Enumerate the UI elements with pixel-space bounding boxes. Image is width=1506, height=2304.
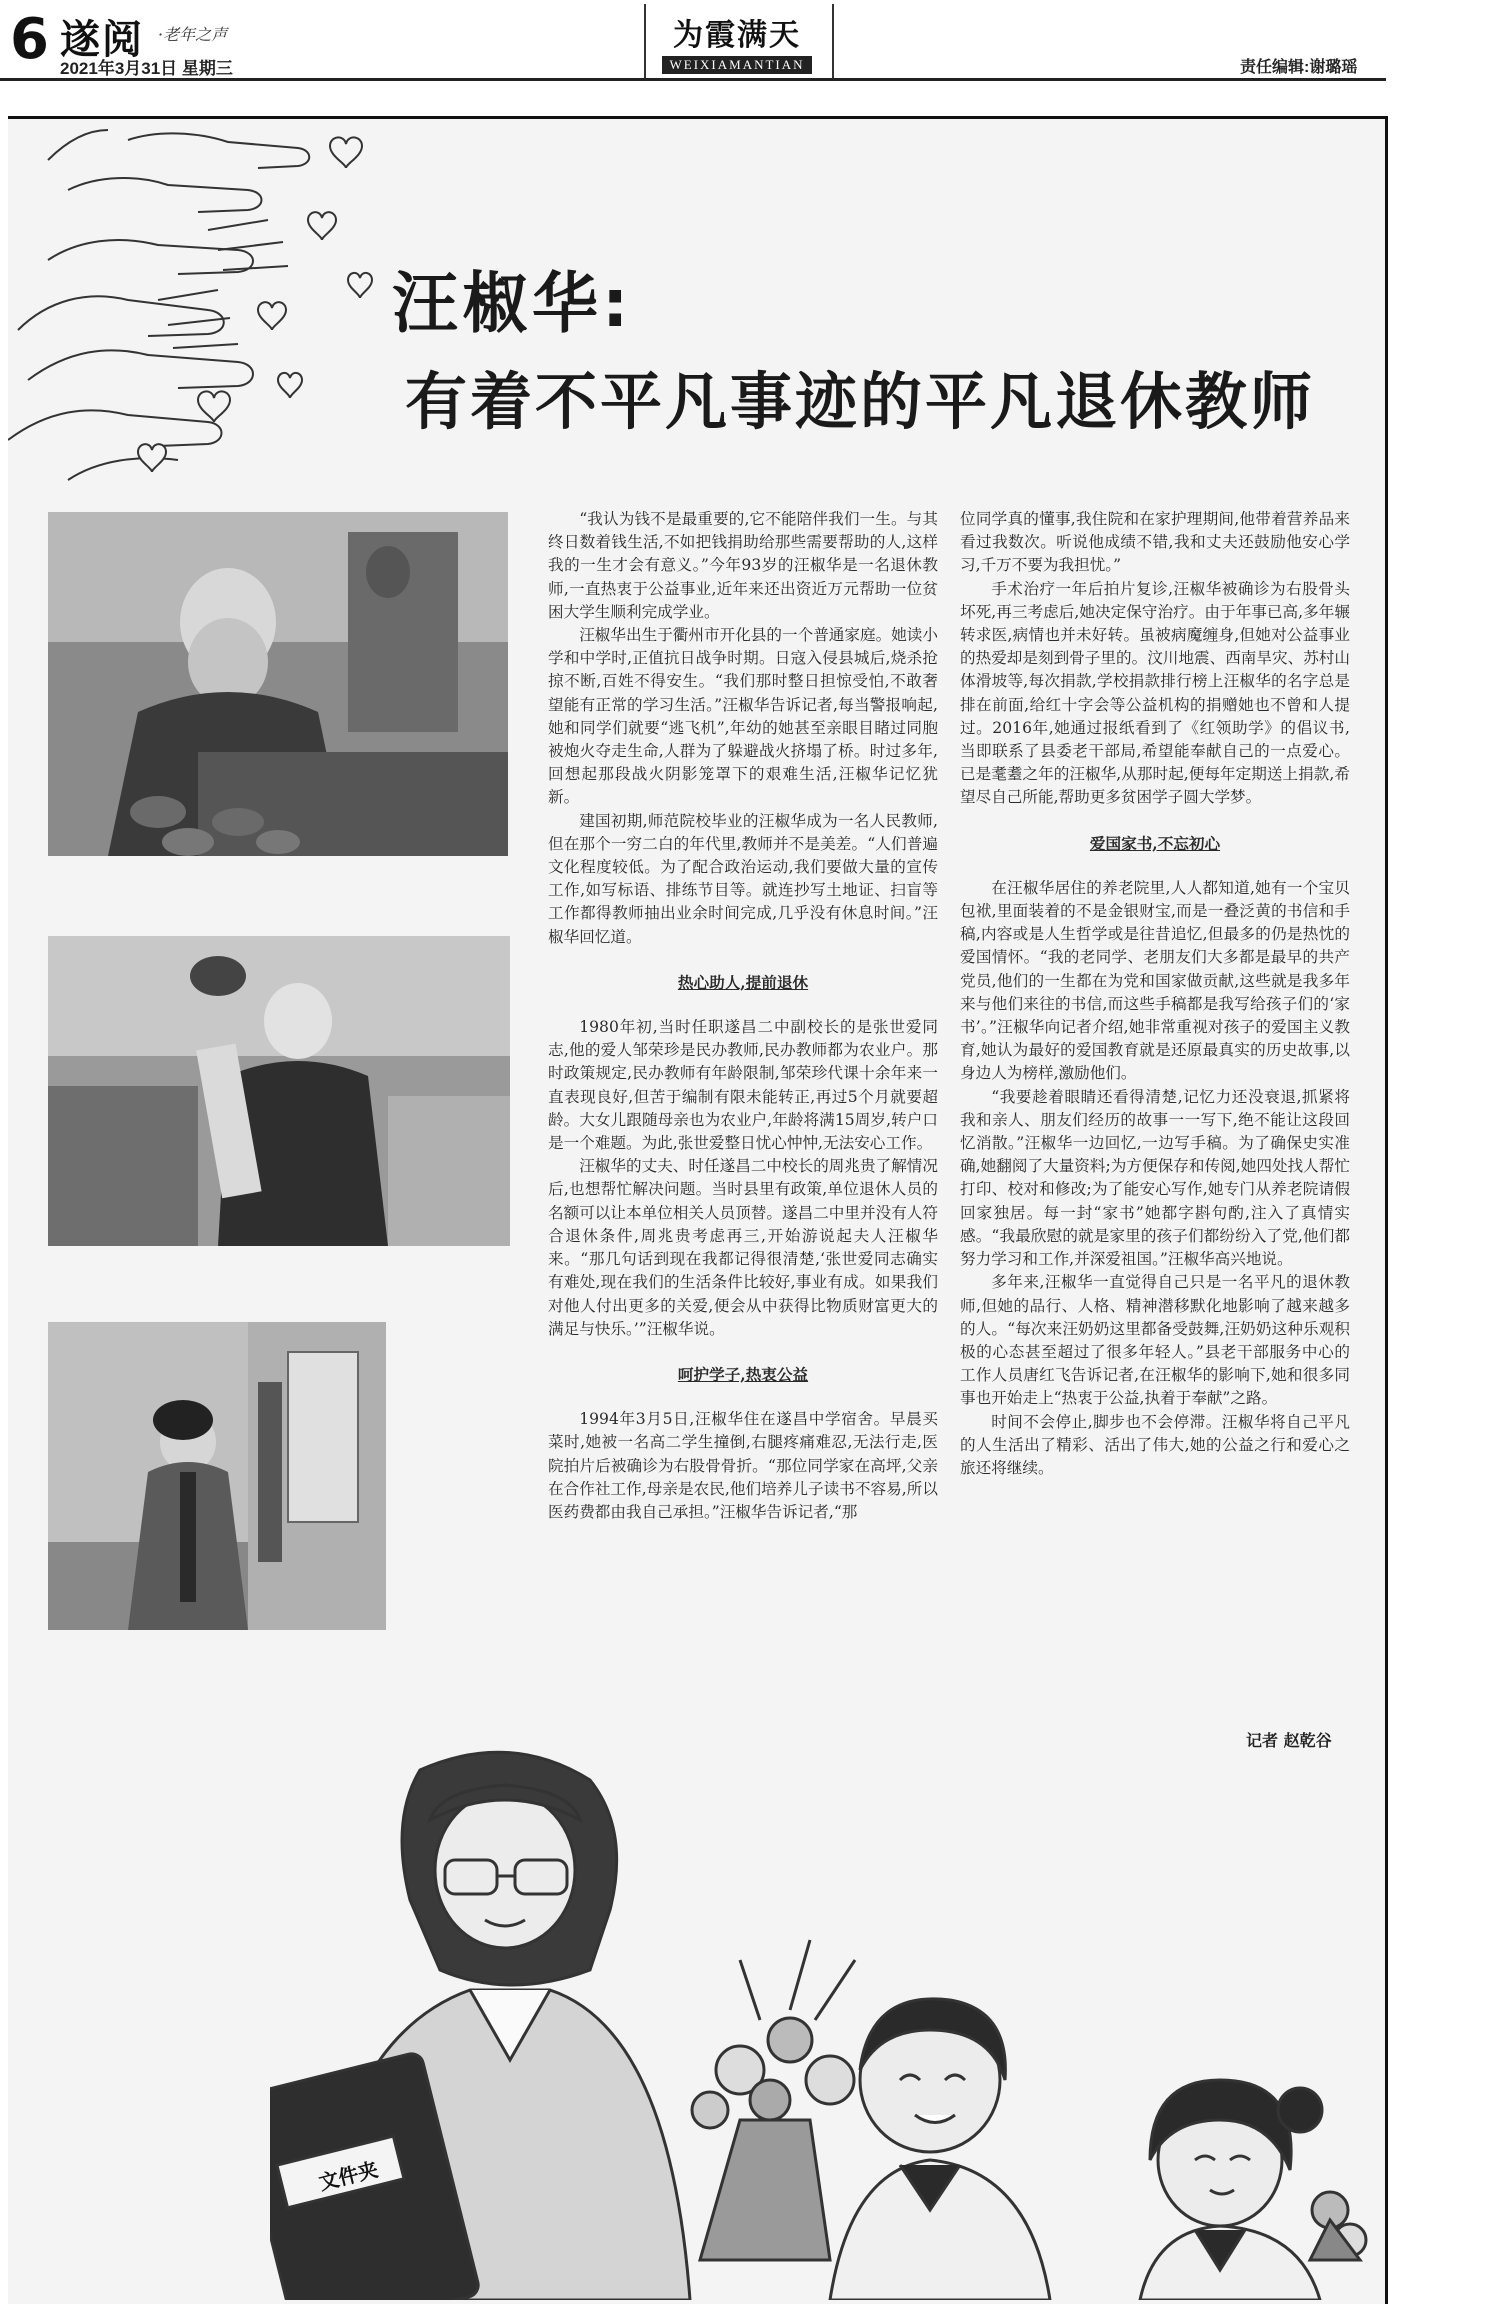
article-paragraph: 汪椒华的丈夫、时任遂昌二中校长的周兆贵了解情况后,也想帮忙解决问题。当时县里有政策,单位退休人员的名额可以让本单位相关人员顶替。遂昌二中里并没有人符合退休条件,周兆贵考虑再三,开始游说起夫人汪椒华来。“那几句话到现在我都记得很清楚,‘张世爱同志确实有难处,现在我们的生活条件比较好,事业有成。如果我们对他人付出更多的关爱,便会从中获得比物质财富更大的满足与快乐。’”汪椒华说。 [548, 1157, 938, 1338]
teacher-students-illustration [270, 1740, 1380, 2300]
headline-main: 有着不平凡事迹的平凡退休教师 [405, 365, 1316, 438]
article-paragraph: 1980年初,当时任职遂昌二中副校长的是张世爱同志,他的爱人邹荣珍是民办教师,民办教师都为农业户。那时政策规定,民办教师有年龄限制,邹荣珍代课十余年来一直表现良好,但苦于编制有限未能转正,再过5个月就要超龄。大女儿跟随母亲也为农业户,年龄将满15周岁,转户口是一个难题。为此,张世爱整日忧心忡忡,无法安心工作。 [548, 1018, 938, 1153]
article-paragraph: “我认为钱不是最重要的,它不能陪伴我们一生。与其终日数着钱生活,不如把钱捐助给那些需要帮助的人,这样我的一生才会有意义。”今年93岁的汪椒华是一名退休教师,一直热衷于公益事业,近年来还出资近万元帮助一位贫困大学生顺利完成学业。 [548, 510, 938, 621]
headline-name: 汪椒华: [392, 265, 633, 342]
paper-name: 遂阅 [60, 16, 144, 63]
article-paragraph: 建国初期,师范院校毕业的汪椒华成为一名人民教师,但在那个一穷二白的年代里,教师并不是美差。“人们普遍文化程度较低。为了配合政治运动,我们要做大量的宣传工作,如写标语、排练节目等。就连抄写土地证、扫盲等工作都得教师抽出业余时间完成,几乎没有休息时间。”汪椒华回忆道。 [548, 811, 938, 946]
article-paragraph: 时间不会停止,脚步也不会停滞。汪椒华将自己平凡的人生活出了精彩、活出了伟大,她的公益之行和爱心之旅还将继续。 [960, 1412, 1350, 1477]
header-rule [0, 78, 1386, 81]
section-title: 为霞满天 [673, 18, 801, 53]
hands-hearts-decoration [8, 100, 388, 500]
article-column-2 [960, 508, 1350, 1480]
article-paragraph: “我要趁着眼睛还看得清楚,记忆力还没衰退,抓紧将我和亲人、朋友们经历的故事一一写下,绝不能让这段回忆消散。”汪椒华一边回忆,一边写手稿。为了确保史实准确,她翻阅了大量资料;为方便保存和传阅,她四处找人帮忙打印、校对和修改;为了能安心写作,她专门从养老院请假回家独居。每一封“家书”她都字斟句酌,注入了真情实感。“我最欣慰的就是家里的孩子们都纷纷入了党,他们都努力学习和工作,并深爱祖国。”汪椒华高兴地说。 [960, 1087, 1350, 1269]
folder-label: 文件夹 [316, 2157, 381, 2195]
subheading-1: 热心助人,提前退休 [677, 972, 809, 992]
photo-planting [48, 512, 508, 856]
issue-date: 2021年3月31日 星期三 [60, 59, 233, 78]
photo-home [48, 1322, 386, 1630]
article-paragraph: 汪椒华出生于衢州市开化县的一个普通家庭。她读小学和中学时,正值抗日战争时期。日寇入侵县城后,烧杀抢掠不断,百姓不得安生。“我们那时整日担惊受怕,不敢奢望能有正常的学习生活。”汪椒华告诉记者,每当警报响起,她和同学们就要“逃飞机”,年幼的她甚至亲眼目睹过同胞被炮火夺走生命,人群为了躲避战火挤塌了桥。时过多年,回想起那段战火阴影笼罩下的艰难生活,汪椒华记忆犹新。 [548, 626, 938, 807]
article-paragraph: 手术治疗一年后拍片复诊,汪椒华被确诊为右股骨头坏死,再三考虑后,她决定保守治疗。由于年事已高,多年辗转求医,病情也并未好转。虽被病魔缠身,但她对公益事业的热爱却是刻到骨子里的。汶川地震、西南旱灾、苏村山体滑坡等,每次捐款,学校捐款排行榜上汪椒华的名字总是排在前面,给红十字会等公益机构的捐赠她也不曾和人提过。2016年,她通过报纸看到了《红领助学》的倡议书,当即联系了县委老干部局,希望能奉献自己的一点爱心。已是耄耋之年的汪椒华,从那时起,便每年定期送上捐款,希望尽自己所能,帮助更多贫困学子圆大学梦。 [960, 579, 1350, 807]
article-paragraph: 在汪椒华居住的养老院里,人人都知道,她有一个宝贝包袱,里面装着的不是金银财宝,而是一叠泛黄的书信和手稿,内容或是人生哲学或是往昔追忆,但最多的仍是热忱的爱国情怀。“我的老同学、老朋友们大多都是最早的共产党员,他们的一生都在为党和国家做贡献,这些就是我多年来与他们来往的书信,而这些手稿都是我写给孩子们的‘家书’。”汪椒华向记者介绍,她非常重视对孩子的爱国主义教育,她认为最好的爱国教育就是还原最真实的历史故事,以身边人为榜样,激励他们。 [960, 878, 1350, 1083]
subheading-2: 呵护学子,热衷公益 [677, 1364, 809, 1384]
article-paragraph: 多年来,汪椒华一直觉得自己只是一名平凡的退休教师,但她的品行、人格、精神潜移默化地影响了越来越多的人。“每次来汪奶奶这里都备受鼓舞,汪奶奶这种乐观积极的心态甚至超过了很多年轻人。”县老干部服务中心的工作人员唐红飞告诉记者,在汪椒华的影响下,她和很多同事也开始走上“热衷于公益,执着于奉献”之路。 [960, 1273, 1350, 1408]
section-pinyin: WEIXIAMANTIAN [662, 56, 812, 74]
page-number: 6 [10, 7, 49, 72]
photo-portrait [48, 936, 510, 1246]
article-column-1 [548, 508, 938, 1524]
editor-credit: 责任编辑:谢璐瑶 [1240, 59, 1358, 76]
article-paragraph: 1994年3月5日,汪椒华住在遂昌中学宿舍。早晨买菜时,她被一名高二学生撞倒,右腿疼痛难忍,无法行走,医院拍片后被确诊为右股骨骨折。“那位同学家在高坪,父亲在合作社工作,母亲是农民,他们培养儿子读书不容易,所以医药费都由我自己承担。”汪椒华告诉记者,“那 [548, 1410, 938, 1521]
paper-subtitle: ·老年之声 [158, 25, 228, 44]
byline: 记者 赵乾谷 [1246, 1731, 1332, 1750]
article-paragraph: 位同学真的懂事,我住院和在家护理期间,他带着营养品来看过我数次。听说他成绩不错,我和丈夫还鼓励他安心学习,千万不要为我担忧。” [960, 510, 1350, 575]
subheading-3: 爱国家书,不忘初心 [1089, 833, 1221, 853]
